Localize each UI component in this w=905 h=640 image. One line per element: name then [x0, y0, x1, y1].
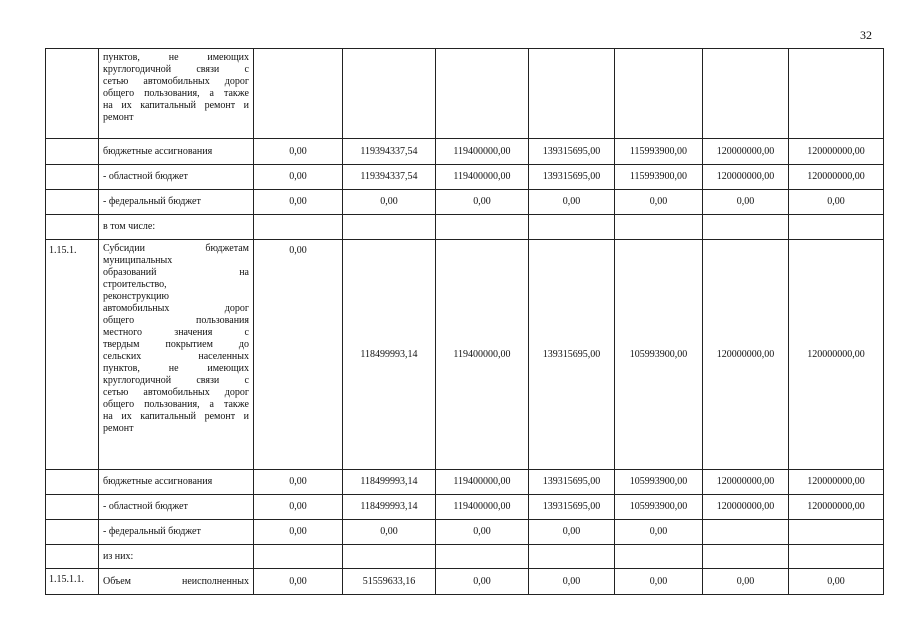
row-code	[46, 165, 99, 190]
value-cell	[254, 49, 343, 139]
value-cell: 0,00	[254, 520, 343, 545]
value-cell: 119400000,00	[436, 165, 529, 190]
desc-line: на их капитальный ремонт и	[103, 100, 249, 111]
row-label: - областной бюджет	[99, 495, 254, 520]
desc-line: реконструкцию	[103, 291, 169, 302]
value-cell	[529, 545, 615, 569]
value-cell: 115993900,00	[615, 165, 703, 190]
value-cell: 119394337,54	[343, 165, 436, 190]
row-description	[99, 240, 254, 470]
row-code	[46, 49, 99, 139]
value-cell	[343, 545, 436, 569]
value-cell: 139315695,00	[529, 165, 615, 190]
table-row	[46, 545, 884, 569]
row-code: 1.15.1.	[46, 240, 99, 470]
desc-line: круглогодичной связи с	[103, 64, 249, 75]
value-cell	[436, 545, 529, 569]
value-cell: 120000000,00	[703, 495, 789, 520]
table-row	[46, 190, 884, 215]
value-cell: 139315695,00	[529, 495, 615, 520]
desc-line: сельских населенных	[103, 351, 249, 362]
value-cell: 139315695,00	[529, 470, 615, 495]
value-cell: 0,00	[436, 190, 529, 215]
value-cell: 115993900,00	[615, 139, 703, 165]
value-cell: 0,00	[343, 520, 436, 545]
value-cell	[343, 49, 436, 139]
value-cell: 51559633,16	[343, 569, 436, 595]
value-cell: 0,00	[254, 240, 343, 470]
row-description	[99, 49, 254, 139]
value-cell	[436, 49, 529, 139]
value-cell: 120000000,00	[703, 240, 789, 470]
value-cell: 0,00	[254, 470, 343, 495]
value-cell: 120000000,00	[789, 139, 884, 165]
value-cell	[529, 215, 615, 240]
row-code	[46, 495, 99, 520]
value-cell	[789, 545, 884, 569]
value-cell: 0,00	[703, 569, 789, 595]
value-cell: 118499993,14	[343, 470, 436, 495]
value-cell	[254, 545, 343, 569]
value-cell: 119400000,00	[436, 240, 529, 470]
value-cell: 0,00	[703, 190, 789, 215]
table-row	[46, 139, 884, 165]
table-row	[46, 165, 884, 190]
value-cell	[615, 215, 703, 240]
row-label: из них:	[99, 545, 254, 569]
desc-line: сетью автомобильных дорог	[103, 387, 249, 398]
desc-line: пунктов, не имеющих	[103, 363, 249, 374]
value-cell	[615, 49, 703, 139]
value-cell	[615, 545, 703, 569]
value-cell	[703, 215, 789, 240]
value-cell: 0,00	[615, 520, 703, 545]
value-cell: 0,00	[254, 165, 343, 190]
value-cell: 0,00	[436, 520, 529, 545]
value-cell: 118499993,14	[343, 495, 436, 520]
table-row	[46, 470, 884, 495]
row-code	[46, 470, 99, 495]
value-cell: 118499993,14	[343, 240, 436, 470]
row-label: бюджетные ассигнования	[99, 470, 254, 495]
value-cell: 139315695,00	[529, 240, 615, 470]
row-label: - федеральный бюджет	[99, 190, 254, 215]
value-cell: 120000000,00	[703, 470, 789, 495]
table-row	[46, 49, 884, 139]
desc-line: сетью автомобильных дорог	[103, 76, 249, 87]
value-cell: 0,00	[254, 139, 343, 165]
row-label-text: Объем неисполненных	[103, 575, 249, 587]
value-cell	[703, 545, 789, 569]
desc-line: строительство,	[103, 279, 167, 290]
desc-line: автомобильных дорог	[103, 303, 249, 314]
value-cell: 120000000,00	[789, 470, 884, 495]
budget-table	[45, 48, 884, 595]
desc-line: на их капитальный ремонт и	[103, 411, 249, 422]
value-cell: 120000000,00	[789, 240, 884, 470]
desc-line: муниципальных	[103, 255, 173, 266]
desc-line: общего пользования	[103, 315, 249, 326]
page-number: 32	[860, 28, 872, 42]
row-label: в том числе:	[99, 215, 254, 240]
row-label: - федеральный бюджет	[99, 520, 254, 545]
desc-line: общего пользования, а также	[103, 399, 249, 410]
table-body	[46, 49, 884, 595]
value-cell: 119400000,00	[436, 495, 529, 520]
row-code	[46, 520, 99, 545]
value-cell	[254, 215, 343, 240]
value-cell: 120000000,00	[703, 165, 789, 190]
value-cell: 0,00	[343, 190, 436, 215]
table-row	[46, 520, 884, 545]
value-cell	[436, 215, 529, 240]
value-cell: 0,00	[529, 520, 615, 545]
value-cell: 105993900,00	[615, 495, 703, 520]
value-cell: 0,00	[436, 569, 529, 595]
desc-line: ремонт	[103, 112, 134, 123]
value-cell	[703, 49, 789, 139]
value-cell: 120000000,00	[703, 139, 789, 165]
row-code: 1.15.1.1.	[46, 569, 99, 595]
value-cell: 0,00	[254, 190, 343, 215]
value-cell: 120000000,00	[789, 165, 884, 190]
desc-line: твердым покрытием до	[103, 339, 249, 350]
value-cell	[529, 49, 615, 139]
value-cell	[703, 520, 789, 545]
row-code	[46, 139, 99, 165]
value-cell: 0,00	[529, 569, 615, 595]
value-cell	[343, 215, 436, 240]
value-cell: 0,00	[529, 190, 615, 215]
table-row	[46, 569, 884, 595]
value-cell: 105993900,00	[615, 470, 703, 495]
value-cell: 119394337,54	[343, 139, 436, 165]
value-cell	[789, 215, 884, 240]
value-cell: 105993900,00	[615, 240, 703, 470]
value-cell	[789, 49, 884, 139]
row-label	[99, 569, 254, 595]
value-cell: 119400000,00	[436, 139, 529, 165]
value-cell: 0,00	[789, 190, 884, 215]
value-cell: 0,00	[789, 569, 884, 595]
value-cell: 0,00	[615, 569, 703, 595]
value-cell: 139315695,00	[529, 139, 615, 165]
desc-line: местного значения с	[103, 327, 249, 338]
value-cell: 119400000,00	[436, 470, 529, 495]
table-row	[46, 495, 884, 520]
desc-line: круглогодичной связи с	[103, 375, 249, 386]
table-row	[46, 215, 884, 240]
table-row	[46, 240, 884, 470]
row-code	[46, 190, 99, 215]
desc-line: пунктов, не имеющих	[103, 52, 249, 63]
value-cell	[789, 520, 884, 545]
desc-line: Субсидии бюджетам	[103, 243, 249, 254]
row-code	[46, 545, 99, 569]
value-cell: 0,00	[254, 495, 343, 520]
value-cell: 0,00	[254, 569, 343, 595]
row-code	[46, 215, 99, 240]
row-label: бюджетные ассигнования	[99, 139, 254, 165]
value-cell: 0,00	[615, 190, 703, 215]
value-cell: 120000000,00	[789, 495, 884, 520]
desc-line: общего пользования, а также	[103, 88, 249, 99]
row-label: - областной бюджет	[99, 165, 254, 190]
desc-line: образований на	[103, 267, 249, 278]
desc-line: ремонт	[103, 423, 134, 434]
